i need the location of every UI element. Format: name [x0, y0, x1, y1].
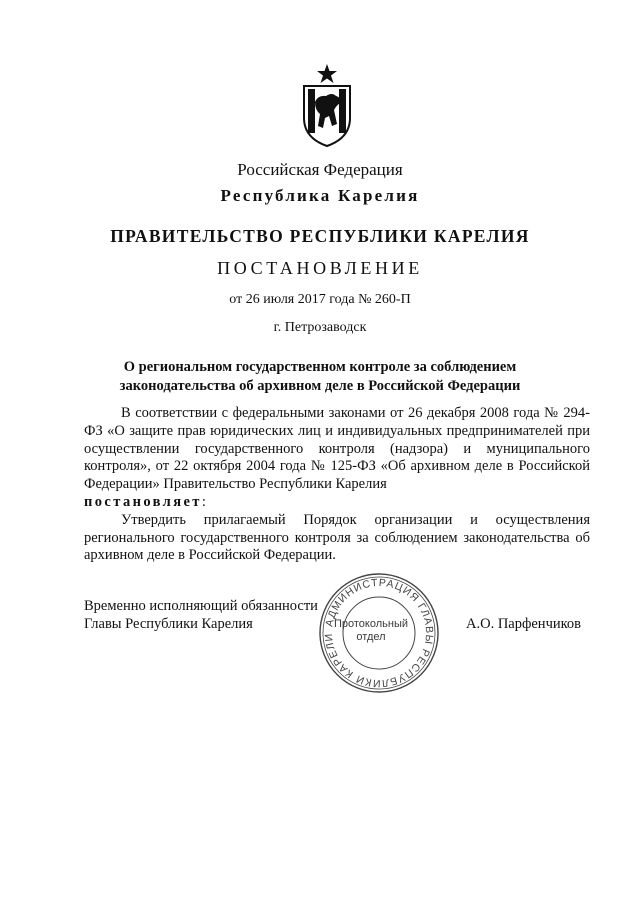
resolves-colon: :: [201, 493, 206, 510]
government-name: ПРАВИТЕЛЬСТВО РЕСПУБЛИКИ КАРЕЛИЯ: [110, 226, 530, 246]
country-name: Российская Федерация: [237, 160, 403, 179]
document-body: [84, 405, 590, 565]
resolves-keyword: постановляет: [84, 493, 202, 510]
document-title: [0, 358, 640, 396]
title-line-2: законодательства об архивном деле в Российской Федерации: [119, 378, 521, 394]
republic-name: Республика Карелия: [220, 186, 420, 205]
title-line-1: О региональном государственном контроле за соблюдением: [123, 359, 517, 375]
coat-of-arms-emblem: [298, 62, 356, 148]
resolves-line: [84, 494, 590, 512]
stamp-inner-line-2: отдел: [356, 631, 386, 643]
document-date-number: от 26 июля 2017 года № 260-П: [229, 292, 411, 307]
body-paragraph-2: [84, 512, 590, 565]
star-icon: [317, 64, 337, 83]
preamble-text: В соответствии с федеральными законами от 26 декабря 2008 года № 294-ФЗ «О защите прав юридических лиц и индивидуальных предпринимателей при осуществлении государственного контроля (надзора) и муниципального контроля», от 22 октября 2004 года № 125-ФЗ «Об архивном деле в Российской Федерации» Правительство Республики Карелия: [84, 405, 590, 493]
body-paragraph-1: [84, 405, 590, 494]
signer-position-line-2: Главы Республики Карелия: [84, 615, 253, 632]
resolution-text: Утвердить прилагаемый Порядок организации и осуществления регионального государственного контроля за соблюдением законодательства об архивном деле в Российской Федерации.: [84, 511, 590, 564]
stamp-inner-text: [329, 618, 413, 644]
document-type: ПОСТАНОВЛЕНИЕ: [217, 258, 423, 278]
signer-name: А.О. Парфенчиков: [466, 616, 582, 632]
signer-position: [84, 598, 318, 634]
stamp-inner-line-1: Протокольный: [333, 618, 409, 630]
stamp-ring-text: АДМИНИСТРАЦИЯ ГЛАВЫ РЕСПУБЛИКИ КАРЕЛИ: [322, 576, 436, 690]
document-city: г. Петрозаводск: [273, 320, 367, 335]
signer-position-line-1: Временно исполняющий обязанности: [84, 598, 318, 614]
